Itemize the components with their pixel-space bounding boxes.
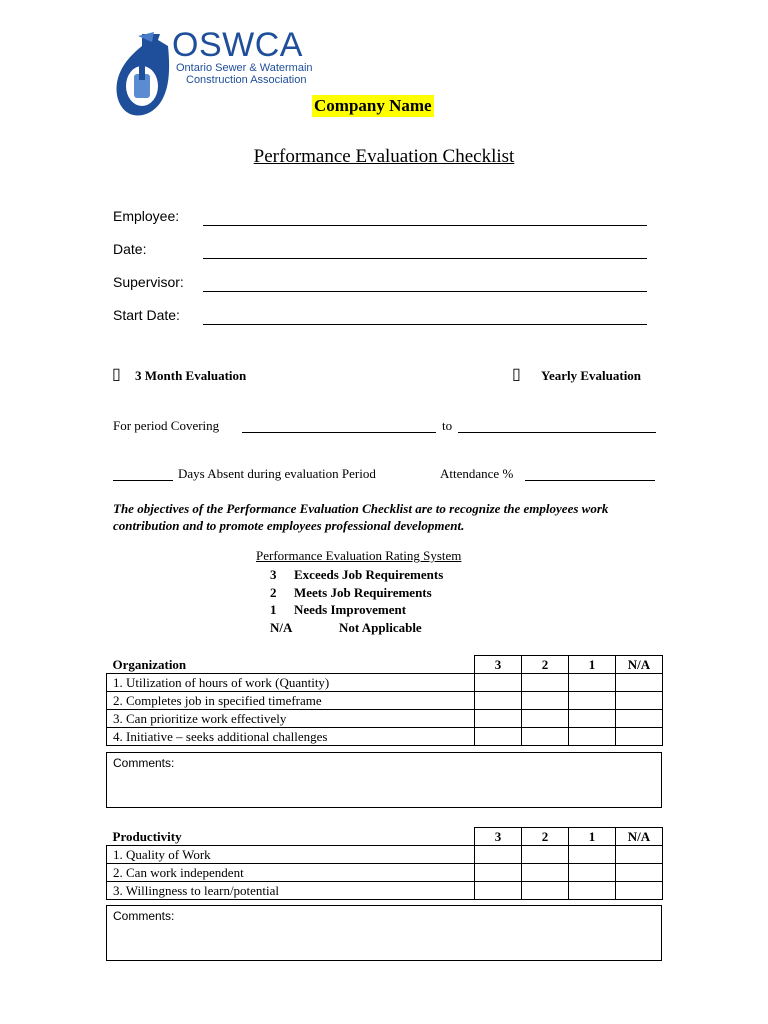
rating-text-2: Meets Job Requirements xyxy=(294,585,432,600)
column-header-na: N/A xyxy=(616,828,663,846)
rating-cell[interactable] xyxy=(569,846,616,864)
rating-cell[interactable] xyxy=(522,674,569,692)
page-title: Performance Evaluation Checklist xyxy=(253,146,515,167)
table-row xyxy=(107,674,663,692)
table-row xyxy=(107,710,663,728)
period-start-field[interactable] xyxy=(242,432,436,433)
rating-text-1: Needs Improvement xyxy=(294,602,407,617)
rating-cell[interactable] xyxy=(616,692,663,710)
rating-cell[interactable] xyxy=(569,692,616,710)
organization-section-title: Organization xyxy=(107,656,475,674)
rating-cell[interactable] xyxy=(616,710,663,728)
supervisor-label: Supervisor: xyxy=(113,274,184,290)
employee-field[interactable] xyxy=(203,225,647,226)
rating-cell[interactable] xyxy=(569,864,616,882)
rating-cell[interactable] xyxy=(522,846,569,864)
three-month-label: 3 Month Evaluation xyxy=(135,368,247,383)
criterion-label: 1. Quality of Work xyxy=(107,846,475,864)
table-row xyxy=(107,692,663,710)
logo-name: OSWCA xyxy=(172,26,303,64)
start-date-label: Start Date: xyxy=(113,307,180,323)
yearly-label: Yearly Evaluation xyxy=(541,368,642,383)
rating-code-2: 2 xyxy=(270,585,277,600)
column-header-3: 3 xyxy=(475,656,522,674)
employee-label: Employee: xyxy=(113,208,180,224)
organization-table xyxy=(106,655,663,746)
column-header-1: 1 xyxy=(569,656,616,674)
criterion-label: 3. Willingness to learn/potential xyxy=(107,882,475,900)
productivity-section-title: Productivity xyxy=(107,828,475,846)
period-to-label: to xyxy=(442,418,453,433)
rating-cell[interactable] xyxy=(616,864,663,882)
rating-code-3: 3 xyxy=(270,567,277,582)
rating-cell[interactable] xyxy=(522,882,569,900)
criterion-label: 3. Can prioritize work effectively xyxy=(107,710,475,728)
rating-cell[interactable] xyxy=(522,692,569,710)
period-end-field[interactable] xyxy=(458,432,656,433)
date-field[interactable] xyxy=(203,258,647,259)
table-header-row xyxy=(107,828,663,846)
rating-cell[interactable] xyxy=(475,710,522,728)
rating-cell[interactable] xyxy=(569,882,616,900)
rating-cell[interactable] xyxy=(475,692,522,710)
days-absent-label: Days Absent during evaluation Period xyxy=(178,466,376,481)
rating-code-1: 1 xyxy=(270,602,277,617)
date-label: Date: xyxy=(113,241,147,257)
attendance-label: Attendance % xyxy=(440,466,514,481)
start-date-field[interactable] xyxy=(203,324,647,325)
column-header-2: 2 xyxy=(522,828,569,846)
three-month-checkbox[interactable]: ▯ xyxy=(112,366,121,383)
criterion-label: 2. Can work independent xyxy=(107,864,475,882)
comments-label: Comments: xyxy=(113,756,175,770)
rating-text-na: Not Applicable xyxy=(339,620,422,635)
rating-system-title: Performance Evaluation Rating System xyxy=(256,548,462,563)
table-row xyxy=(107,728,663,746)
rating-cell[interactable] xyxy=(475,864,522,882)
rating-code-na: N/A xyxy=(270,620,293,635)
rating-cell[interactable] xyxy=(475,674,522,692)
table-row xyxy=(107,864,663,882)
days-absent-field[interactable] xyxy=(113,480,173,481)
organization-comments-box[interactable] xyxy=(106,752,662,808)
column-header-na: N/A xyxy=(616,656,663,674)
rating-cell[interactable] xyxy=(475,882,522,900)
supervisor-field[interactable] xyxy=(203,291,647,292)
column-header-1: 1 xyxy=(569,828,616,846)
rating-cell[interactable] xyxy=(616,846,663,864)
objectives-text: The objectives of the Performance Evaluation Checklist are to recognize the employees work contribution and to promote employees professional development. xyxy=(113,501,609,533)
rating-cell[interactable] xyxy=(522,710,569,728)
logo-subtitle-1: Ontario Sewer & Watermain xyxy=(176,62,313,74)
logo-subtitle-2: Construction Association xyxy=(186,74,307,86)
column-header-3: 3 xyxy=(475,828,522,846)
criterion-label: 2. Completes job in specified timeframe xyxy=(107,692,475,710)
rating-cell[interactable] xyxy=(522,728,569,746)
table-row xyxy=(107,882,663,900)
company-name: Company Name xyxy=(314,96,432,115)
period-label: For period Covering xyxy=(113,418,220,433)
rating-cell[interactable] xyxy=(616,674,663,692)
rating-text-3: Exceeds Job Requirements xyxy=(294,567,444,582)
criterion-label: 1. Utilization of hours of work (Quantity) xyxy=(107,674,475,692)
table-row xyxy=(107,846,663,864)
yearly-checkbox[interactable]: ▯ xyxy=(512,366,521,383)
rating-cell[interactable] xyxy=(569,710,616,728)
rating-cell[interactable] xyxy=(475,728,522,746)
rating-cell[interactable] xyxy=(522,864,569,882)
column-header-2: 2 xyxy=(522,656,569,674)
productivity-comments-box[interactable] xyxy=(106,905,662,961)
rating-cell[interactable] xyxy=(569,674,616,692)
comments-label: Comments: xyxy=(113,909,175,923)
rating-cell[interactable] xyxy=(616,728,663,746)
productivity-table xyxy=(106,827,663,900)
rating-cell[interactable] xyxy=(569,728,616,746)
rating-cell[interactable] xyxy=(616,882,663,900)
rating-cell[interactable] xyxy=(475,846,522,864)
attendance-field[interactable] xyxy=(525,480,655,481)
criterion-label: 4. Initiative – seeks additional challenges xyxy=(107,728,475,746)
table-header-row xyxy=(107,656,663,674)
